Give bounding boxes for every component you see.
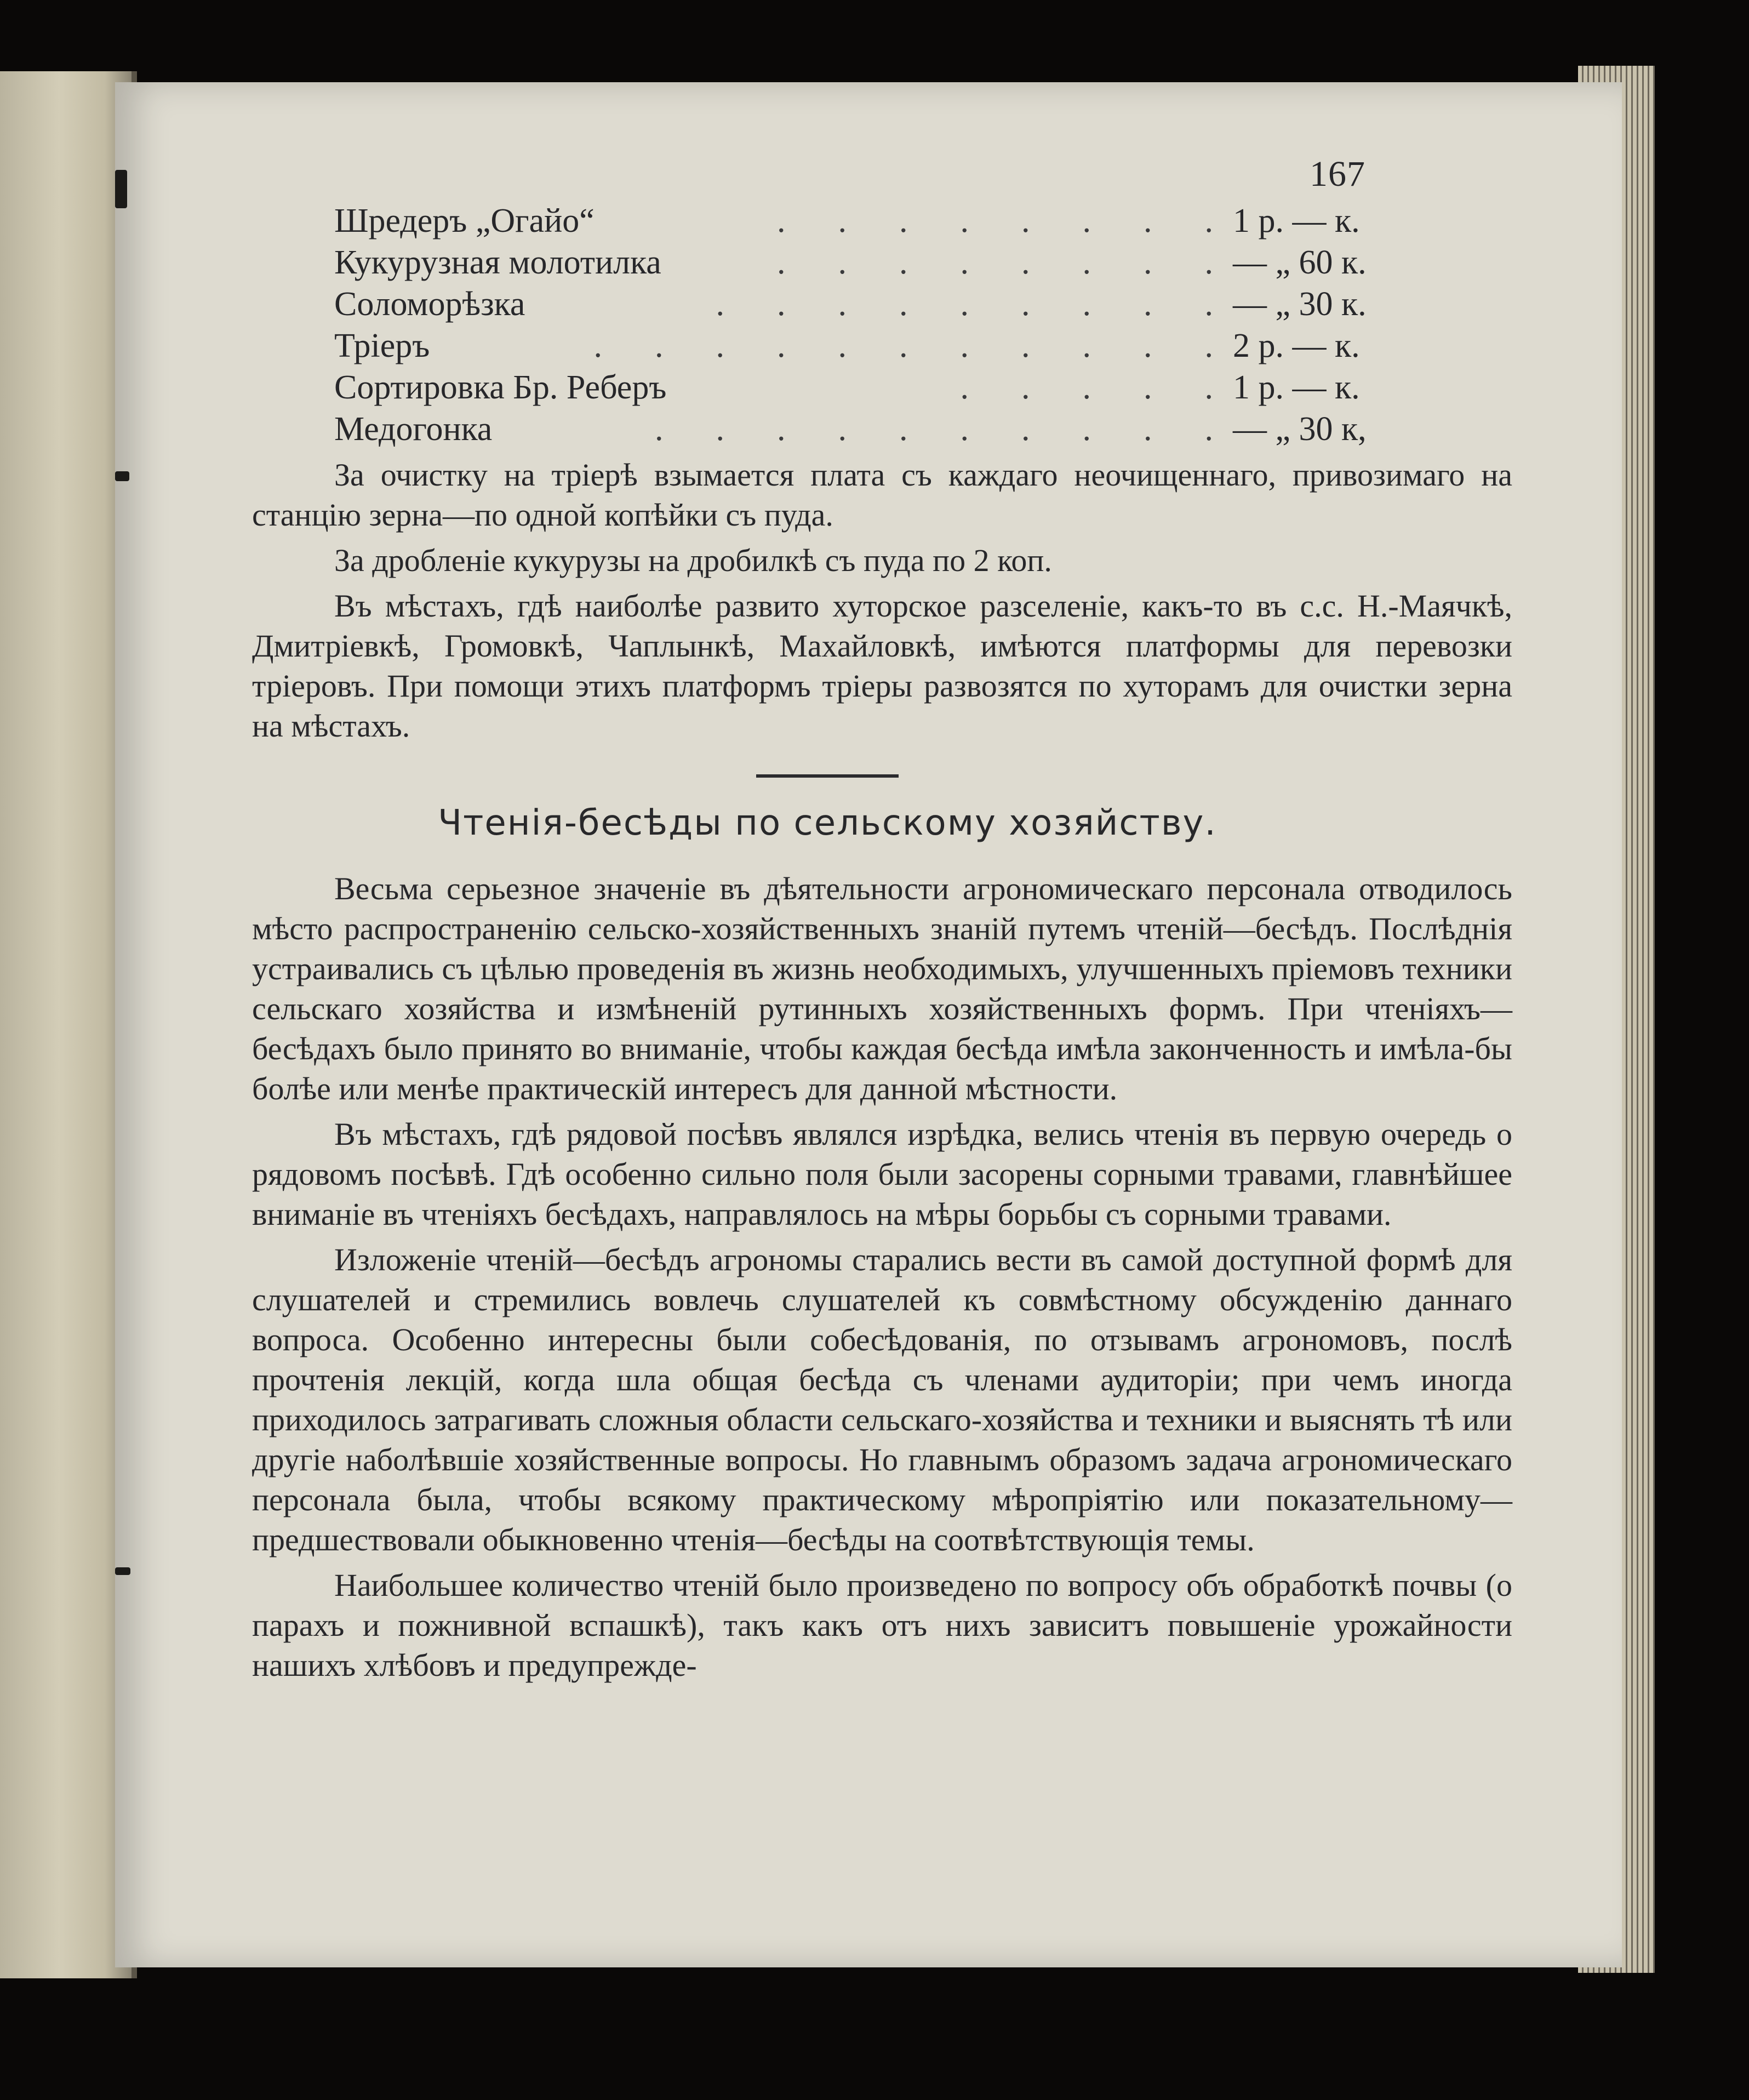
paragraph: Наибольшее количество чтеній было произведено по вопросу объ обработкѣ почвы (о парахъ и пожнивной вспашкѣ), такъ какъ отъ нихъ зависитъ повышеніе урожайности нашихъ хлѣбовъ и предупрежде- bbox=[252, 1567, 1512, 1683]
price-item-name: Кукурузная молотилка bbox=[334, 244, 661, 281]
price-item-name: Шредеръ „Огайо“ bbox=[334, 202, 595, 239]
price-row bbox=[334, 242, 1458, 283]
leader-dots: ......... bbox=[716, 286, 1266, 323]
price-list bbox=[334, 200, 1458, 450]
price-item-name: Тріеръ bbox=[334, 327, 430, 364]
price-item-value: — „ 30 к. bbox=[1233, 286, 1367, 323]
price-item-name: Сортировка Бр. Реберъ bbox=[334, 369, 667, 406]
paragraph: За очистку на тріерѣ взымается плата съ каждаго неочищеннаго, привозимаго на станцію зерна—по одной копѣйки съ пуда. bbox=[252, 457, 1512, 533]
price-row bbox=[334, 367, 1458, 408]
leader-dots: ..... bbox=[960, 369, 1266, 406]
margin-mark bbox=[115, 471, 129, 481]
paragraph: Изложеніе чтеній—бесѣдъ агрономы старались вести въ самой доступной формѣ для слушателей и стремились вовлечь слушателей къ совмѣстному обсужденію даннаго вопроса. Особенно интересны были собесѣдованія, по отзывамъ агрономовъ, послѣ прочтенія лекцій, когда шла общая бесѣда съ членами аудиторіи; при чемъ иногда приходилось затрагивать сложныя области сельскаго-хозяйства и техники и выяснять тѣ или другіе наболѣвшіе хозяйственные вопросы. Но главнымъ образомъ задача агрономическаго персонала была, чтобы всякому практическому мѣропріятію или показательному—предшествовали обыкновенно чтенія—бесѣды на соотвѣтствующія темы. bbox=[252, 1242, 1512, 1557]
paragraph: Въ мѣстахъ, гдѣ рядовой посѣвъ являлся изрѣдка, велись чтенія въ первую очередь о рядовомъ посѣвѣ. Гдѣ особенно сильно поля были засорены сорными травами, главнѣйшее вниманіе въ чтеніяхъ бесѣдахъ, направлялось на мѣры борьбы съ сорными травами. bbox=[252, 1116, 1512, 1232]
section-title: Чтенія-бесѣды по сельскому хозяйству. bbox=[438, 803, 1217, 843]
leader-dots: .......... bbox=[655, 410, 1266, 448]
paragraph: Весьма серьезное значеніе въ дѣятельности агрономическаго персонала отводилось мѣсто распространенію сельско-хозяйственныхъ знаній путемъ чтеній—бесѣдъ. Послѣднія устраивались съ цѣлью проведенія въ жизнь необходимыхъ, улучшенныхъ пріемовъ техники сельскаго хозяйства и измѣненій рутинныхъ хозяйственныхъ формъ. При чтеніяхъ—бесѣдахъ было принято во вниманіе, чтобы каждая бесѣда имѣла законченность и имѣла-бы болѣе или менѣе практическій интересъ для данной мѣстности. bbox=[252, 871, 1512, 1106]
section-body bbox=[252, 869, 1512, 1691]
price-item-value: 2 р. — к. bbox=[1233, 327, 1360, 364]
price-item-value: — „ 60 к. bbox=[1233, 244, 1367, 281]
margin-mark bbox=[115, 170, 127, 208]
price-row bbox=[334, 325, 1458, 367]
leader-dots: ........ bbox=[777, 202, 1266, 239]
price-item-name: Соломорѣзка bbox=[334, 286, 525, 323]
margin-mark bbox=[115, 1567, 130, 1575]
top-text bbox=[252, 455, 1512, 751]
price-row bbox=[334, 283, 1458, 325]
price-row bbox=[334, 200, 1458, 242]
book-page bbox=[115, 82, 1622, 1967]
price-item-value: 1 р. — к. bbox=[1233, 369, 1360, 406]
section-divider bbox=[756, 774, 899, 778]
price-item-value: — „ 30 к, bbox=[1233, 410, 1367, 448]
price-row bbox=[334, 408, 1458, 450]
price-item-value: 1 р. — к. bbox=[1233, 202, 1360, 239]
price-item-name: Медогонка bbox=[334, 410, 493, 448]
paragraph: Въ мѣстахъ, гдѣ наиболѣе развито хуторское разселеніе, какъ-то въ с.с. Н.-Маячкѣ, Дмитріевкѣ, Громовкѣ, Чаплынкѣ, Махайловкѣ, имѣются платформы для перевозки тріеровъ. При помощи этихъ платформъ тріеры развозятся по хуторамъ для очистки зерна на мѣстахъ. bbox=[252, 588, 1512, 744]
page-number: 167 bbox=[1310, 154, 1365, 194]
leader-dots: ........... bbox=[593, 327, 1266, 364]
paragraph: За дробленіе кукурузы на дробилкѣ съ пуда по 2 коп. bbox=[334, 543, 1052, 578]
leader-dots: ........ bbox=[777, 244, 1266, 281]
